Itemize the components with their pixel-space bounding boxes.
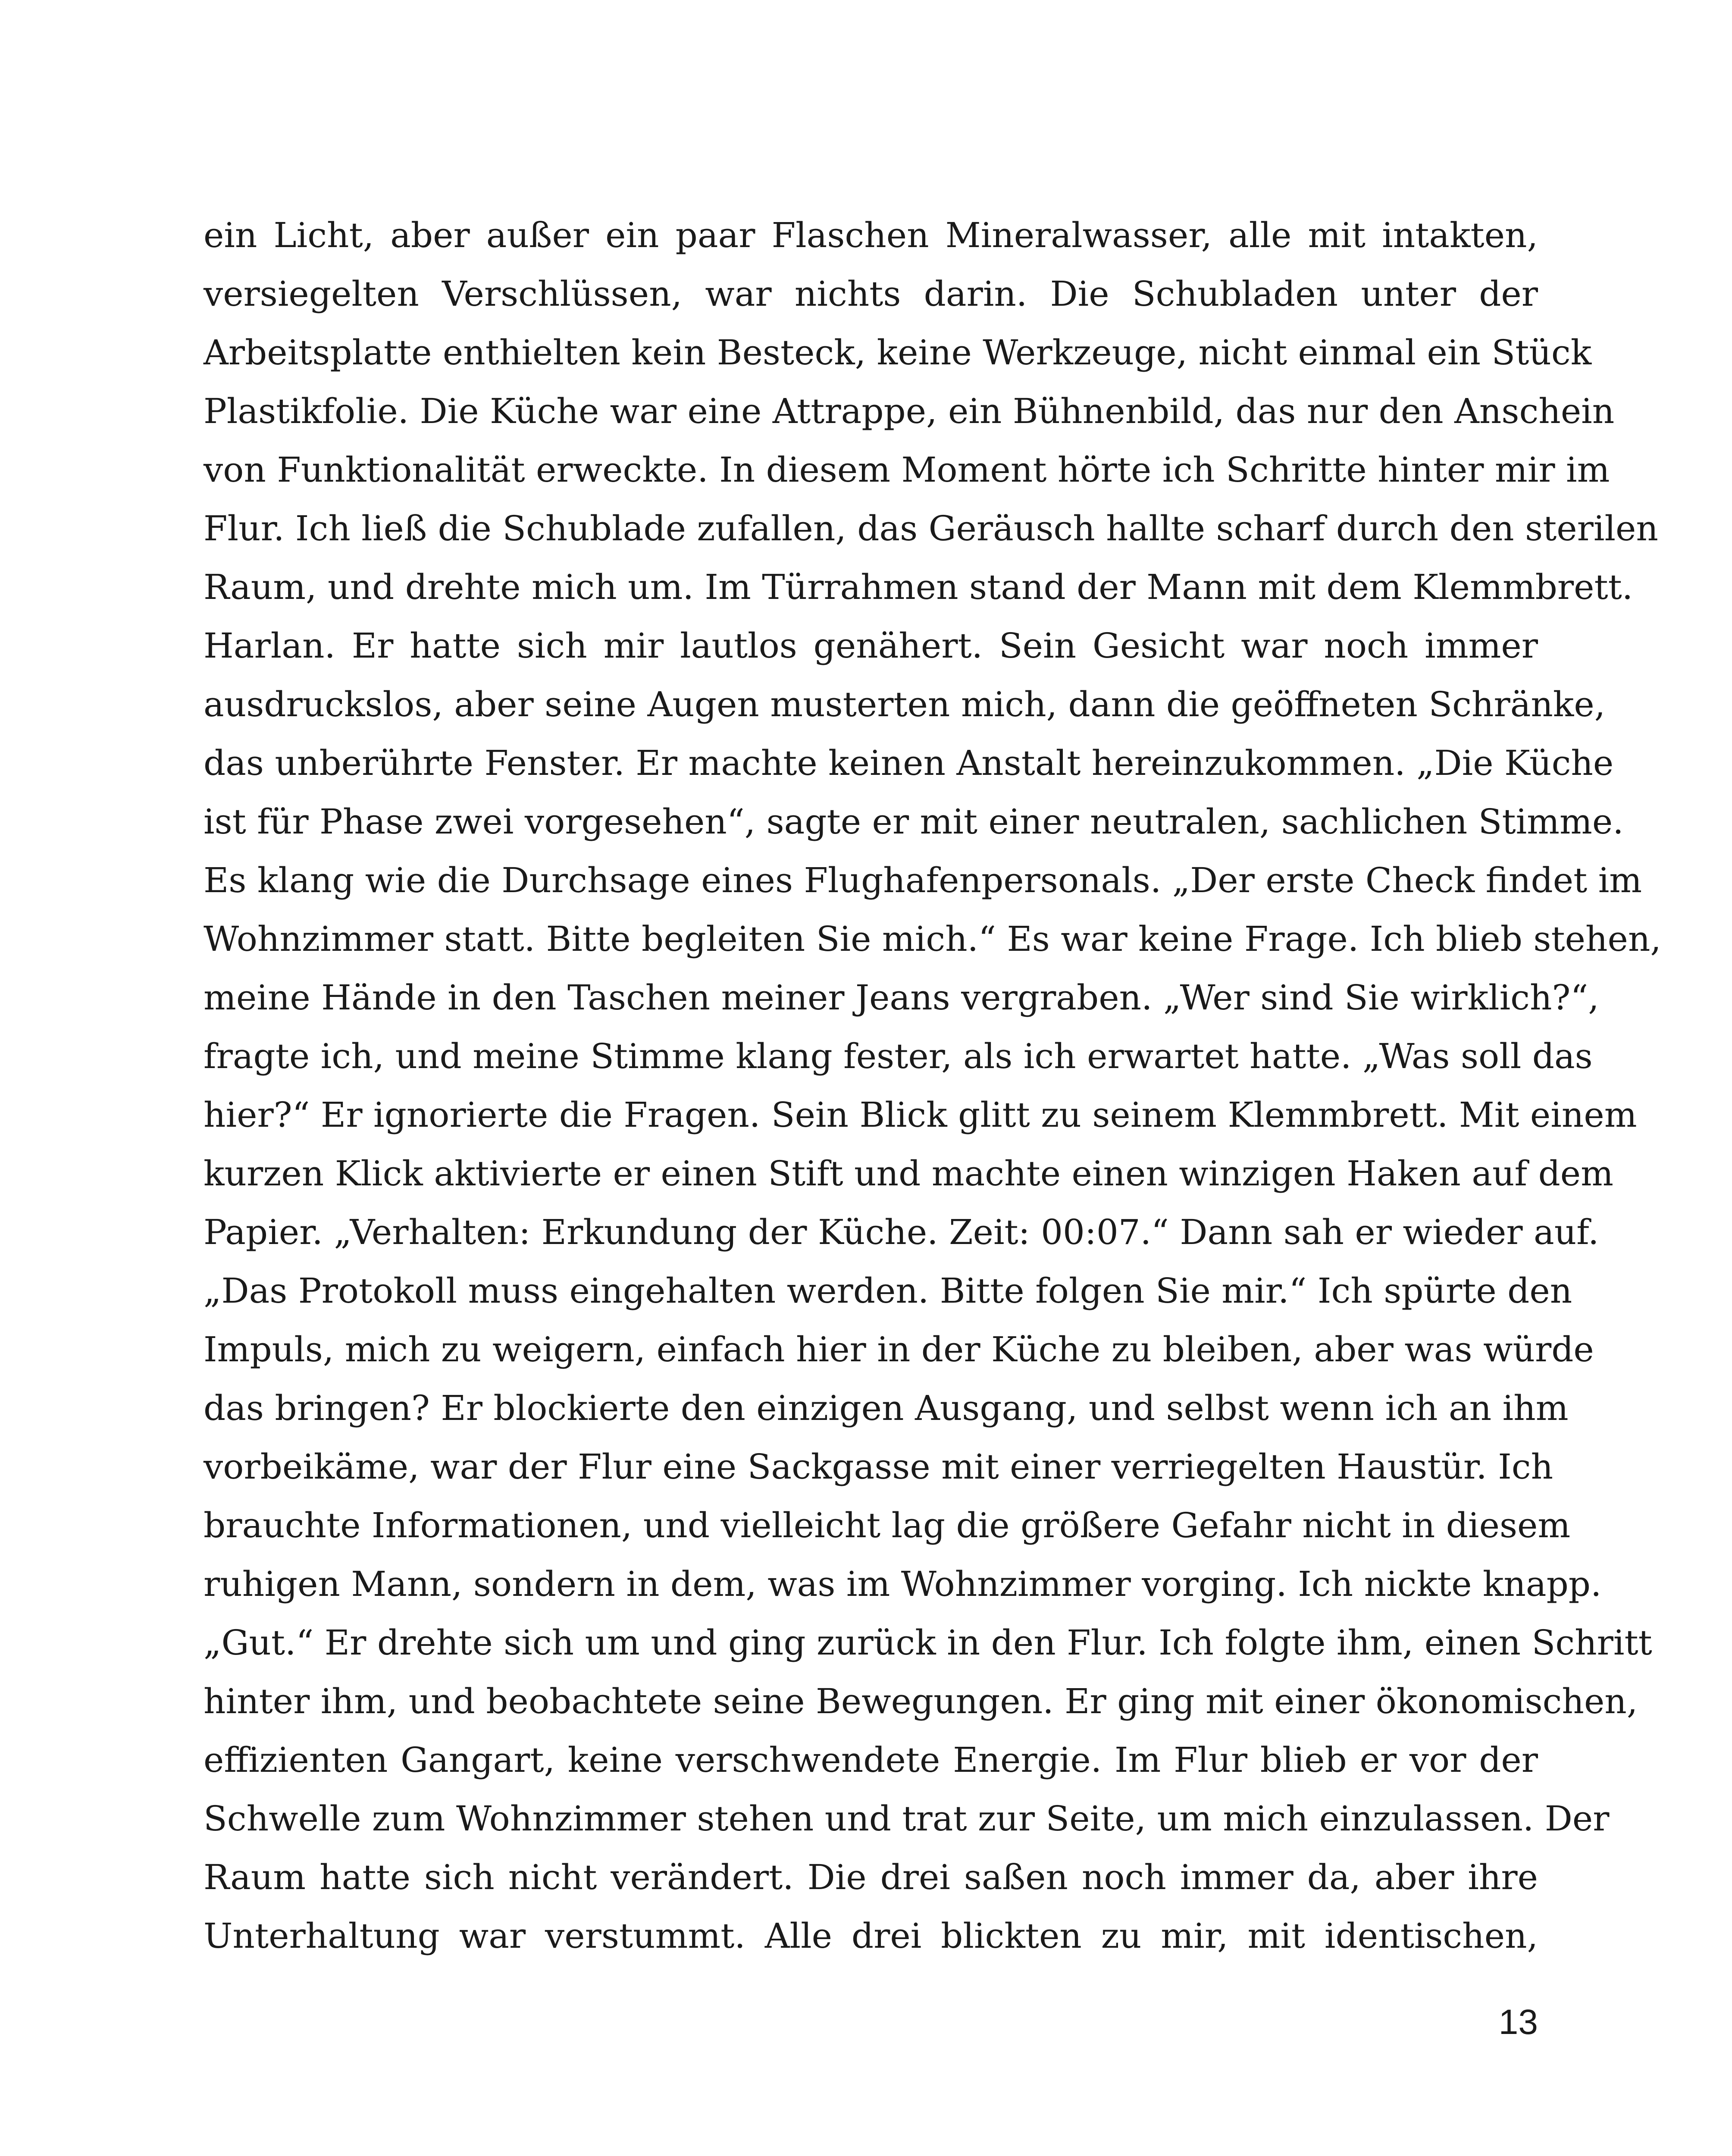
text-line: „Gut.“ Er drehte sich um und ging zurück in den Flur. Ich folgte ihm, einen Schritt — [204, 1623, 1652, 1663]
text-line: Arbeitsplatte enthielten kein Besteck, keine Werkzeuge, nicht einmal ein Stück — [204, 332, 1592, 373]
text-line: versiegelten Verschlüssen, war nichts darin. Die Schubladen unter der — [204, 274, 1538, 314]
text-line: Papier. „Verhalten: Erkundung der Küche. Zeit: 00:07.“ Dann sah er wieder auf. — [204, 1212, 1599, 1252]
text-line: Harlan. Er hatte sich mir lautlos genähert. Sein Gesicht war noch immer — [204, 626, 1538, 666]
text-line: von Funktionalität erweckte. In diesem Moment hörte ich Schritte hinter mir im — [204, 450, 1610, 490]
text-line: brauchte Informationen, und vielleicht lag die größere Gefahr nicht in diesem — [204, 1505, 1571, 1545]
text-line: Es klang wie die Durchsage eines Flughafenpersonals. „Der erste Check findet im — [204, 860, 1642, 900]
text-line: Unterhaltung war verstummt. Alle drei blickten zu mir, mit identischen, — [204, 1916, 1538, 1956]
text-line: ausdruckslos, aber seine Augen musterten mich, dann die geöffneten Schränke, — [204, 684, 1606, 724]
text-line: „Das Protokoll muss eingehalten werden. Bitte folgen Sie mir.“ Ich spürte den — [204, 1271, 1572, 1311]
text-line: Raum hatte sich nicht verändert. Die drei saßen noch immer da, aber ihre — [204, 1857, 1538, 1897]
text-line: ruhigen Mann, sondern in dem, was im Wohnzimmer vorging. Ich nickte knapp. — [204, 1564, 1602, 1604]
body-text — [204, 206, 1661, 1965]
text-line: Plastikfolie. Die Küche war eine Attrappe, ein Bühnenbild, das nur den Anschein — [204, 391, 1615, 431]
text-line: Schwelle zum Wohnzimmer stehen und trat zur Seite, um mich einzulassen. Der — [204, 1799, 1610, 1839]
text-line: kurzen Klick aktivierte er einen Stift und machte einen winzigen Haken auf dem — [204, 1153, 1613, 1194]
text-line: Impuls, mich zu weigern, einfach hier in der Küche zu bleiben, aber was würde — [204, 1329, 1594, 1369]
text-line: das unberührte Fenster. Er machte keinen Anstalt hereinzukommen. „Die Küche — [204, 743, 1614, 783]
text-line: hinter ihm, und beobachtete seine Bewegungen. Er ging mit einer ökonomischen, — [204, 1681, 1638, 1721]
text-line: meine Hände in den Taschen meiner Jeans vergraben. „Wer sind Sie wirklich?“, — [204, 978, 1599, 1018]
page-number: 13 — [1498, 2002, 1538, 2042]
text-line: das bringen? Er blockierte den einzigen Ausgang, und selbst wenn ich an ihm — [204, 1388, 1569, 1428]
text-line: hier?“ Er ignorierte die Fragen. Sein Blick glitt zu seinem Klemmbrett. Mit einem — [204, 1095, 1637, 1135]
text-line: Wohnzimmer statt. Bitte begleiten Sie mich.“ Es war keine Frage. Ich blieb stehen, — [204, 919, 1661, 959]
text-line: ein Licht, aber außer ein paar Flaschen Mineralwasser, alle mit intakten, — [204, 215, 1538, 255]
text-line: vorbeikäme, war der Flur eine Sackgasse mit einer verriegelten Haustür. Ich — [204, 1447, 1553, 1487]
text-line: effizienten Gangart, keine verschwendete Energie. Im Flur blieb er vor der — [204, 1740, 1538, 1780]
text-line: Raum, und drehte mich um. Im Türrahmen stand der Mann mit dem Klemmbrett. — [204, 567, 1633, 607]
text-line: ist für Phase zwei vorgesehen“, sagte er mit einer neutralen, sachlichen Stimme. — [204, 802, 1624, 842]
text-line: Flur. Ich ließ die Schublade zufallen, das Geräusch hallte scharf durch den sterilen — [204, 508, 1658, 548]
text-line: fragte ich, und meine Stimme klang fester, als ich erwartet hatte. „Was soll das — [204, 1036, 1593, 1076]
